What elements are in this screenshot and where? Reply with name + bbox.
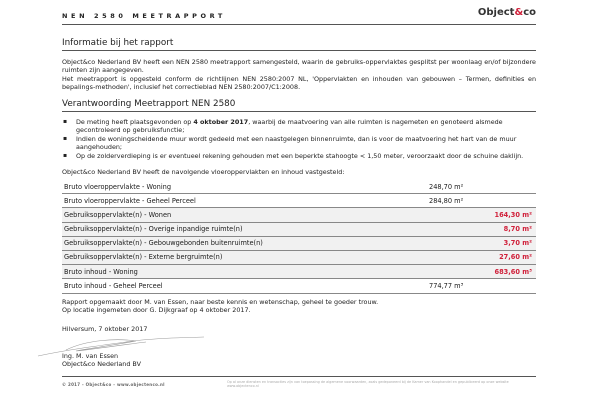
verantwoording-list (62, 118, 536, 160)
table-row (62, 251, 536, 265)
row-value: 3,70 m² (503, 239, 532, 248)
info-paragraph-2: Het meetrapport is opgesteld conform de richtlijnen NEN 2580:2007 NL, 'Oppervlakten en inhouden van gebouwen – Termen, definities en bepalings-methoden', inclusief het correctieblad NEN 2580:2007/C1:2008. (62, 75, 536, 92)
row-label: Bruto vloeroppervlakte - Woning (64, 182, 172, 191)
table-row (62, 194, 536, 208)
table-row (62, 237, 536, 251)
signer-company: Object&co Nederland BV (62, 360, 141, 368)
company-logo (478, 7, 536, 18)
table-row (62, 208, 536, 222)
table-row (62, 223, 536, 237)
row-value: 284,80 m² (429, 196, 464, 205)
list-item (62, 118, 536, 135)
signer-name: Ing. M. van Essen (62, 352, 119, 360)
logo-text-prefix: Object (477, 7, 515, 18)
measurements-table (62, 180, 536, 294)
row-label: Bruto vloeroppervlakte - Geheel Perceel (64, 196, 196, 205)
bullet-text: De meting heeft plaatsgevonden op (76, 118, 194, 126)
row-label: Bruto inhoud - Woning (64, 267, 138, 276)
info-paragraph-1: Object&co Nederland BV heeft een NEN 2580 meetrapport samengesteld, waarin de gebruiks-oppervlaktes gesplitst per woonlaag en/of bijzondere ruimten zijn aangegeven. (62, 58, 536, 75)
section-heading-info: Informatie bij het rapport (62, 38, 536, 51)
bullet-text: Indien de woningscheidende muur wordt gedeeld met een naastgelegen binnenruimte, dan is voor de maatvoering het hart van de muur aangehouden; (76, 134, 517, 152)
table-row (62, 180, 536, 194)
logo-ampersand: & (514, 7, 524, 18)
row-label: Gebruiksoppervlakte(n) - Externe bergruimte(n) (64, 253, 223, 262)
row-label: Gebruiksoppervlakte(n) - Wonen (64, 210, 172, 219)
section-heading-verantwoording: Verantwoording Meetrapport NEN 2580 (62, 99, 536, 112)
closing-line-1: Rapport opgemaakt door M. van Essen, naar beste kennis en wetenschap, geheel te goeder trouw. (62, 298, 379, 306)
row-value: 164,30 m² (494, 210, 532, 219)
row-value: 248,70 m² (429, 182, 464, 191)
table-row (62, 265, 536, 279)
bullet-date: 4 oktober 2017 (193, 118, 249, 126)
bullet-text: Op de zolderverdieping is er eventueel rekening gehouden met een beperkte stahoogte < 1,50 meter, veroorzaakt door de schuine daklijn. (76, 151, 524, 160)
closing-line-2: Op locatie ingemeten door G. Dijkgraaf op 4 oktober 2017. (62, 306, 251, 314)
list-item (62, 135, 536, 152)
footer-copyright: © 2017 - Object&co - www.objectenco.nl (62, 382, 165, 387)
measurements-intro: Object&co Nederland BV heeft de navolgende vloeroppervlakten en inhoud vastgesteld: (62, 168, 345, 176)
row-label: Gebruiksoppervlakte(n) - Gebouwgebonden buitenruimte(n) (64, 239, 263, 248)
row-label: Gebruiksoppervlakte(n) - Overige inpandige ruimte(n) (64, 225, 243, 234)
place-date: Hilversum, 7 oktober 2017 (62, 325, 148, 333)
list-item (62, 152, 536, 160)
page-header (62, 8, 536, 25)
footer-disclaimer: Op al onze diensten en transacties zijn van toepassing de algemene voorwaarden, zoals gedeponeerd bij de Kamer van Koophandel en gepubliceerd op onze website www.objectenco.nl (227, 380, 509, 389)
page-footer (62, 376, 536, 389)
row-value: 683,60 m³ (494, 267, 532, 276)
row-value: 8,70 m² (503, 225, 532, 234)
row-value: 27,60 m² (499, 253, 532, 262)
logo-text-suffix: co (523, 7, 536, 18)
table-row (62, 279, 536, 293)
report-title: NEN 2580 MEETRAPPORT (62, 12, 226, 20)
row-label: Bruto inhoud - Geheel Perceel (64, 281, 163, 290)
row-value: 774,77 m³ (429, 281, 464, 290)
bullet-text: , waarbij de maatvoering van alle ruimten is nagemeten en genoteerd alsmede gecontroleerd op gebruiksfunctie; (76, 118, 503, 135)
